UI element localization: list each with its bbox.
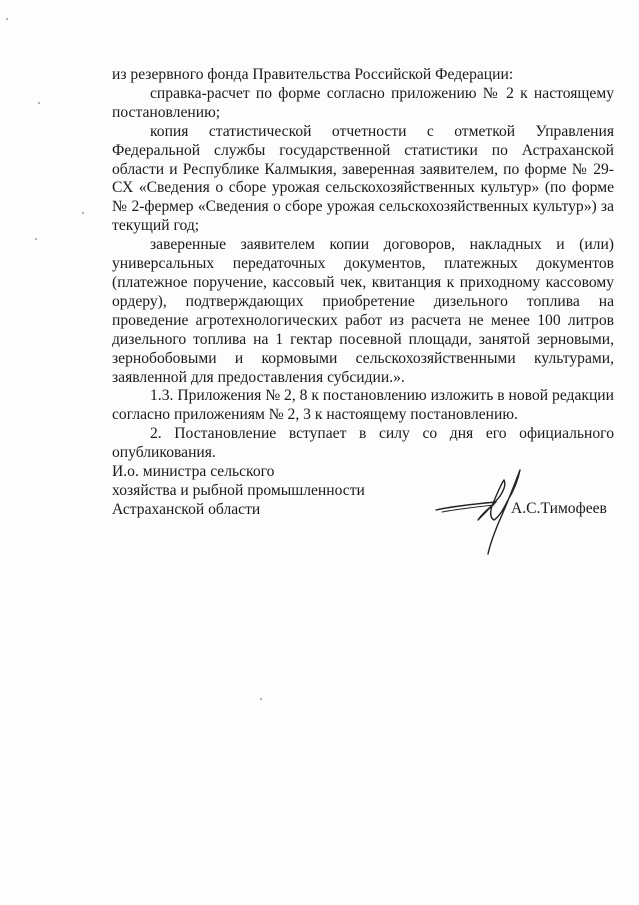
signatory-position — [112, 462, 412, 519]
paragraph-certified-copies: заверенные заявителем копии договоров, накладных и (или) универсальных передаточных документов, платежных документов (платежное поручение, кассовый чек, квитанция к приходному кассовому ордеру), подтверждающих приобретение дизельного топлива на проведение агротехнологических работ из расчета не менее 100 литров дизельного топлива на 1 гектар посевной площади, занятой зерновыми, зернобобовыми и кормовыми сельскохозяйственными культурами, заявленной для предоставления субсидии.». — [112, 236, 614, 386]
scan-speck — [82, 212, 84, 214]
document-body — [112, 66, 614, 463]
signatory-position-line: Астраханской области — [112, 501, 261, 518]
signatory-position-line: хозяйства и рыбной промышленности — [112, 482, 365, 499]
scan-speck — [38, 102, 40, 104]
paragraph-item-1-3: 1.3. Приложения № 2, 8 к постановлению изложить в новой редакции согласно приложениям № 2, 3 к настоящему постановлению. — [112, 387, 614, 424]
signatory-position-line: И.о. министра сельского — [112, 463, 275, 480]
scan-speck — [35, 238, 37, 240]
paragraph-calculation-certificate: справка-расчет по форме согласно приложению № 2 к настоящему постановлению; — [112, 84, 614, 121]
paragraph-statistical-report: копия статистической отчетности с отметкой Управления Федеральной службы государственной статистики по Астраханской области и Республике Калмыкия, заверенная заявителем, по форме № 29-СХ «Сведения о сборе урожая сельскохозяйственных культур» (по форме № 2-фермер «Сведения о сборе урожая сельскохозяйственных культур») за текущий год; — [112, 122, 614, 235]
scan-speck — [6, 18, 8, 20]
scan-speck — [260, 698, 262, 700]
signatory-name: А.С.Тимофеев — [511, 500, 607, 517]
paragraph-reserve-fund: из резервного фонда Правительства Российской Федерации: — [112, 66, 514, 83]
paragraph-item-2: 2. Постановление вступает в силу со дня его официального опубликования. — [112, 425, 614, 462]
